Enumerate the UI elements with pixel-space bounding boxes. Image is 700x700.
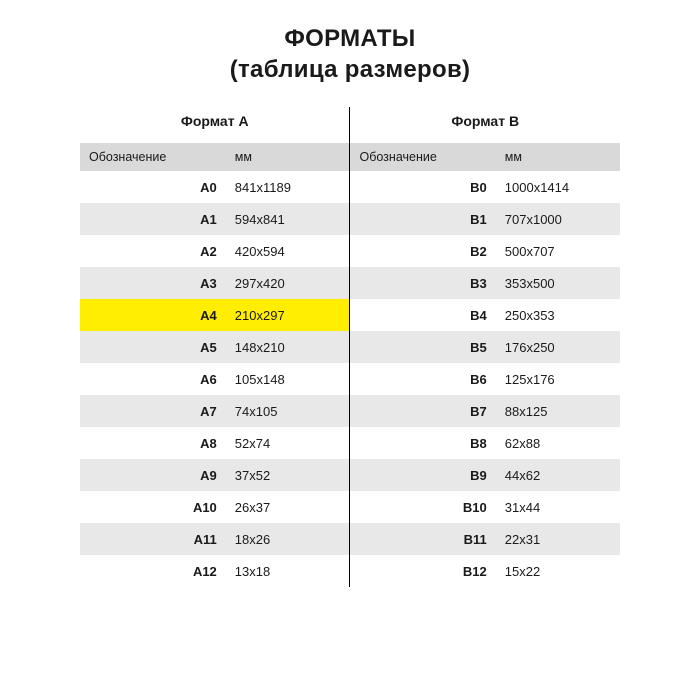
row-b-label: B11 — [350, 523, 496, 555]
row-a-value: 26x37 — [226, 491, 350, 523]
table-row — [80, 523, 620, 555]
row-b-value: 250x353 — [496, 299, 620, 331]
row-b-label: B12 — [350, 555, 496, 587]
row-b-label: B8 — [350, 427, 496, 459]
row-a-label: А9 — [80, 459, 226, 491]
row-a-value: 105x148 — [226, 363, 350, 395]
row-a-label: А7 — [80, 395, 226, 427]
row-a-label: А8 — [80, 427, 226, 459]
row-b-value: 62x88 — [496, 427, 620, 459]
table-row — [80, 459, 620, 491]
row-b-label: B5 — [350, 331, 496, 363]
row-b-value: 125x176 — [496, 363, 620, 395]
row-a-label: А10 — [80, 491, 226, 523]
row-a-value: 210x297 — [226, 299, 350, 331]
row-b-label: B9 — [350, 459, 496, 491]
row-a-label: А2 — [80, 235, 226, 267]
row-b-value: 707x1000 — [496, 203, 620, 235]
row-b-value: 15x22 — [496, 555, 620, 587]
row-b-label: B4 — [350, 299, 496, 331]
row-a-value: 841x1189 — [226, 171, 350, 203]
row-a-value: 52x74 — [226, 427, 350, 459]
subhead-a-label: Обозначение — [80, 143, 226, 171]
table-row — [80, 491, 620, 523]
row-b-value: 176x250 — [496, 331, 620, 363]
row-b-value: 1000x1414 — [496, 171, 620, 203]
formats-table — [80, 107, 620, 587]
group-header-b: Формат В — [350, 107, 620, 143]
table-row — [80, 363, 620, 395]
row-b-label: B6 — [350, 363, 496, 395]
sub-header-row — [80, 143, 620, 171]
table-row — [80, 299, 620, 331]
row-a-value: 148x210 — [226, 331, 350, 363]
subhead-b-value: мм — [496, 143, 620, 171]
table-row — [80, 555, 620, 587]
group-header-a: Формат А — [80, 107, 350, 143]
row-b-value: 88x125 — [496, 395, 620, 427]
row-b-value: 353x500 — [496, 267, 620, 299]
row-b-label: B3 — [350, 267, 496, 299]
row-b-value: 44x62 — [496, 459, 620, 491]
row-a-label: А6 — [80, 363, 226, 395]
row-b-label: B2 — [350, 235, 496, 267]
table-row — [80, 203, 620, 235]
row-a-label: А4 — [80, 299, 226, 331]
row-b-label: B7 — [350, 395, 496, 427]
subhead-a-value: мм — [226, 143, 350, 171]
table-row — [80, 331, 620, 363]
row-b-value: 22x31 — [496, 523, 620, 555]
row-a-label: А12 — [80, 555, 226, 587]
row-a-label: А1 — [80, 203, 226, 235]
row-a-label: А3 — [80, 267, 226, 299]
row-a-value: 74x105 — [226, 395, 350, 427]
row-a-value: 594x841 — [226, 203, 350, 235]
row-b-value: 500x707 — [496, 235, 620, 267]
row-a-label: А0 — [80, 171, 226, 203]
formats-table-wrap — [80, 85, 620, 587]
row-a-value: 420x594 — [226, 235, 350, 267]
table-row — [80, 171, 620, 203]
row-a-label: А5 — [80, 331, 226, 363]
row-b-label: B0 — [350, 171, 496, 203]
table-head — [80, 107, 620, 171]
row-b-value: 31x44 — [496, 491, 620, 523]
title-line-2: (таблица размеров) — [229, 55, 471, 83]
group-header-row — [80, 107, 620, 143]
row-b-label: B1 — [350, 203, 496, 235]
table-body — [80, 171, 620, 587]
row-a-label: А11 — [80, 523, 226, 555]
row-b-label: B10 — [350, 491, 496, 523]
table-row — [80, 395, 620, 427]
table-row — [80, 235, 620, 267]
table-row — [80, 267, 620, 299]
page-title — [0, 0, 700, 85]
table-row — [80, 427, 620, 459]
row-a-value: 297x420 — [226, 267, 350, 299]
row-a-value: 37x52 — [226, 459, 350, 491]
title-line-1: ФОРМАТЫ — [284, 25, 416, 52]
row-a-value: 13x18 — [226, 555, 350, 587]
row-a-value: 18x26 — [226, 523, 350, 555]
subhead-b-label: Обозначение — [350, 143, 496, 171]
